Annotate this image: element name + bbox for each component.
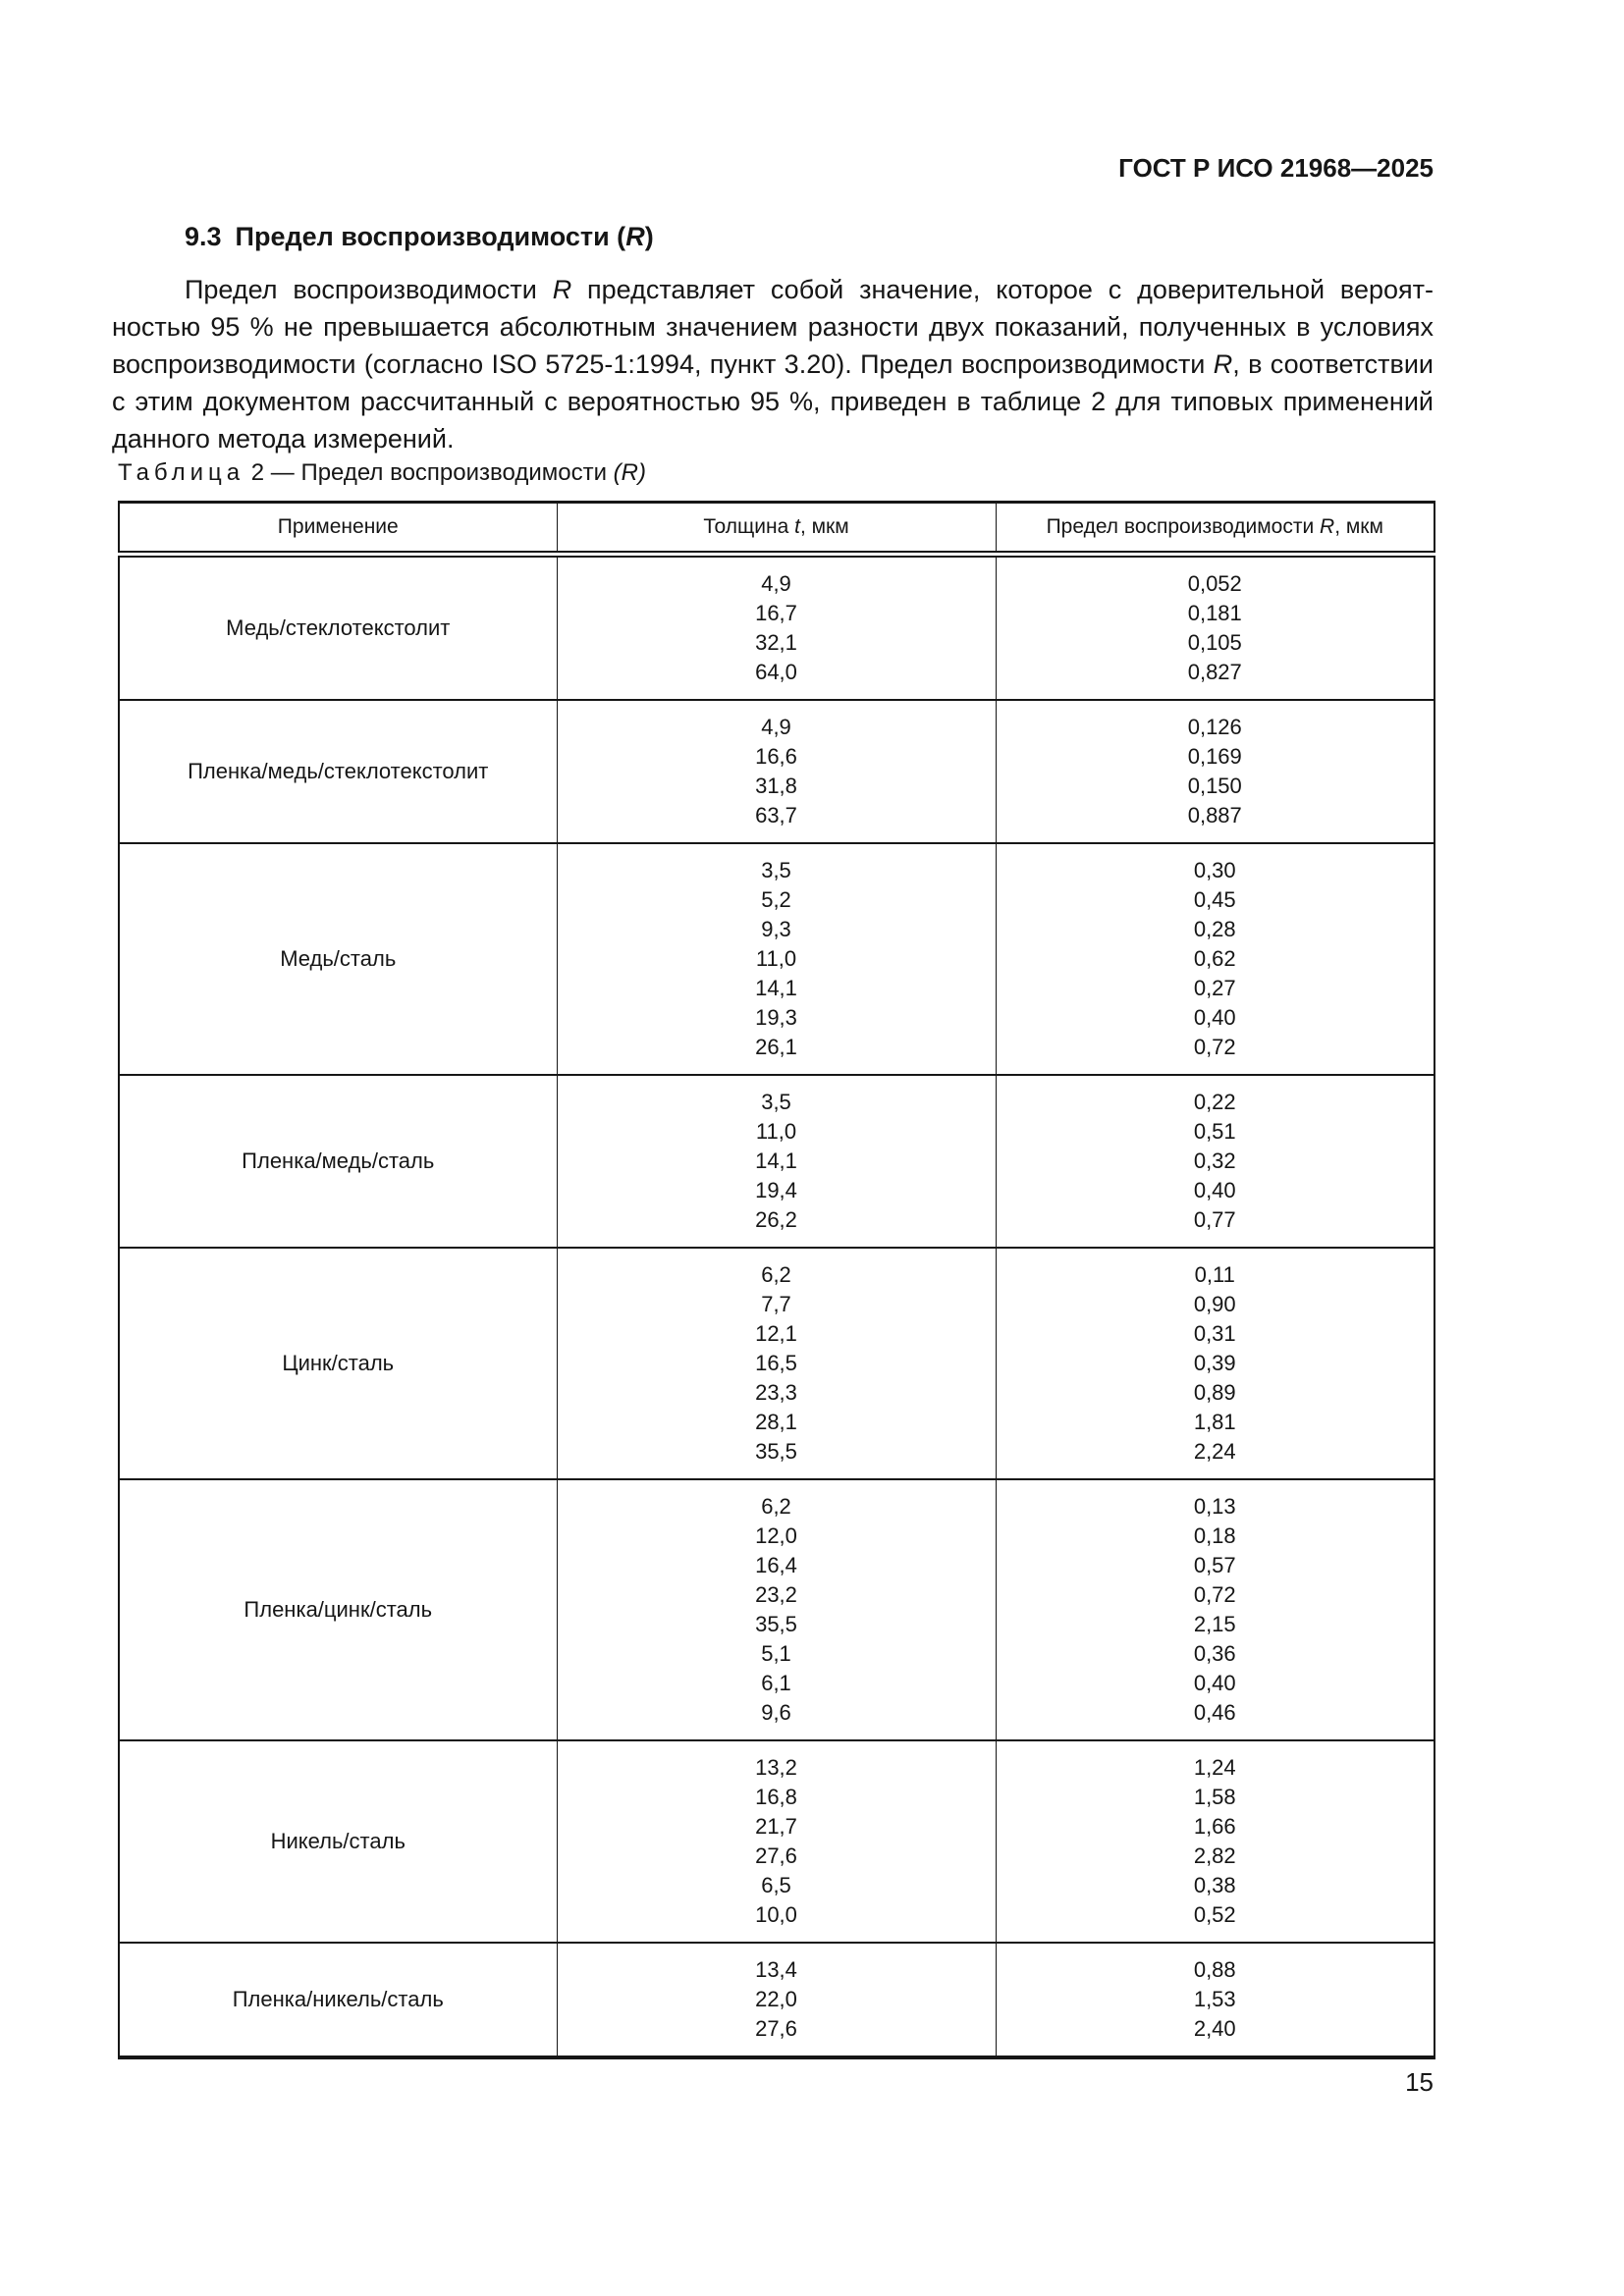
col-header-unit: , мкм (799, 515, 849, 538)
paragraph-text: , в соответствии с этим документом рассчитанный с вероятностью 95 %, приведен в таблице 2 для типовых применений данного метода измерений. (112, 349, 1435, 454)
symbol-r: R (552, 275, 572, 304)
value-line: 1,81 (1193, 1410, 1236, 1434)
value-line: 9,3 (761, 917, 791, 941)
value-line: 19,4 (755, 1178, 797, 1202)
table-caption-label: Таблица (118, 459, 245, 486)
value-line: 0,169 (1187, 744, 1242, 769)
table-caption-symbol: (R) (613, 459, 646, 486)
value-line: 14,1 (755, 1148, 797, 1173)
application-cell: Медь/стеклотекстолит (119, 555, 557, 701)
value-line: 23,2 (755, 1582, 797, 1607)
value-line: 32,1 (755, 630, 797, 655)
value-line: 0,89 (1193, 1380, 1236, 1405)
reproducibility-limit-table (118, 501, 1435, 2059)
application-cell: Пленка/медь/сталь (119, 1075, 557, 1248)
page-number: 15 (1405, 2067, 1434, 2097)
r-limit-cell (996, 1479, 1435, 1740)
value-line: 11,0 (755, 1119, 797, 1144)
table-body (119, 555, 1435, 2058)
value-line: 0,28 (1193, 917, 1236, 941)
r-limit-cell (996, 1248, 1435, 1479)
section-title-symbol: R (625, 222, 645, 251)
paragraph-text: представляет собой значение, которое с доверительной вероятностью 95 % не превышается абсолютным значением разности двух показаний, полученных в условиях воспроизводимости (согласно ISO 5725-1:1994, пункт 3.20). Предел воспроизводимости (112, 275, 1434, 379)
value-line: 0,13 (1193, 1494, 1236, 1519)
document-number-header: ГОСТ Р ИСО 21968—2025 (1118, 153, 1434, 183)
value-line: 4,9 (761, 715, 791, 739)
r-limit-cell (996, 1740, 1435, 1943)
value-line: 0,72 (1193, 1035, 1236, 1059)
value-line: 0,77 (1193, 1207, 1236, 1232)
value-line: 1,66 (1193, 1814, 1236, 1839)
application-cell: Цинк/сталь (119, 1248, 557, 1479)
paragraph-text: Предел воспроизводимости (185, 275, 553, 304)
col-header-text: Предел воспроизводимости (1046, 515, 1321, 538)
value-line: 1,24 (1193, 1755, 1236, 1780)
value-line: 0,052 (1187, 571, 1242, 596)
value-line: 0,40 (1193, 1005, 1236, 1030)
thickness-cell (557, 700, 996, 843)
application-cell: Пленка/медь/стеклотекстолит (119, 700, 557, 843)
value-line: 1,53 (1193, 1987, 1236, 2011)
section-heading (185, 222, 654, 252)
value-line: 28,1 (755, 1410, 797, 1434)
table-group-row (119, 1248, 1435, 1479)
value-line: 0,38 (1193, 1873, 1236, 1897)
value-line: 0,88 (1193, 1957, 1236, 1982)
thickness-cell (557, 1075, 996, 1248)
value-line: 5,1 (761, 1641, 791, 1666)
value-line: 0,57 (1193, 1553, 1236, 1577)
body-paragraph (112, 271, 1434, 457)
value-line: 3,5 (761, 1090, 791, 1114)
col-header-thickness (557, 503, 996, 555)
value-line: 0,30 (1193, 858, 1236, 882)
thickness-cell (557, 1740, 996, 1943)
section-title-text: Предел воспроизводимости ( (235, 222, 626, 251)
value-line: 0,27 (1193, 976, 1236, 1000)
value-line: 0,62 (1193, 946, 1236, 971)
value-line: 4,9 (761, 571, 791, 596)
table-caption-text: 2 — Предел воспроизводимости (244, 459, 614, 486)
value-line: 10,0 (755, 1902, 797, 1927)
table-group-row (119, 843, 1435, 1075)
value-line: 0,11 (1194, 1262, 1235, 1287)
value-line: 13,4 (755, 1957, 797, 1982)
table-group-row (119, 555, 1435, 701)
value-line: 2,82 (1193, 1843, 1236, 1868)
value-line: 0,36 (1193, 1641, 1236, 1666)
value-line: 0,827 (1187, 660, 1242, 684)
value-line: 23,3 (755, 1380, 797, 1405)
thickness-cell (557, 1479, 996, 1740)
value-line: 16,6 (755, 744, 797, 769)
value-line: 27,6 (755, 1843, 797, 1868)
col-header-application: Применение (119, 503, 557, 555)
value-line: 26,2 (755, 1207, 797, 1232)
value-line: 0,150 (1187, 774, 1242, 798)
value-line: 0,18 (1193, 1523, 1236, 1548)
value-line: 6,2 (761, 1262, 791, 1287)
value-line: 16,8 (755, 1785, 797, 1809)
table-group-row (119, 1740, 1435, 1943)
value-line: 2,15 (1193, 1612, 1236, 1636)
value-line: 21,7 (755, 1814, 797, 1839)
value-line: 2,24 (1193, 1439, 1236, 1464)
value-line: 0,22 (1193, 1090, 1236, 1114)
table-group-row (119, 1479, 1435, 1740)
value-line: 9,6 (761, 1700, 791, 1725)
table-group-row (119, 1943, 1435, 2057)
value-line: 14,1 (755, 976, 797, 1000)
r-limit-cell (996, 1943, 1435, 2057)
value-line: 11,0 (755, 946, 797, 971)
value-line: 63,7 (755, 803, 797, 828)
value-line: 16,4 (755, 1553, 797, 1577)
value-line: 31,8 (755, 774, 797, 798)
r-limit-cell (996, 700, 1435, 843)
value-line: 0,40 (1193, 1178, 1236, 1202)
value-line: 12,0 (755, 1523, 797, 1548)
value-line: 6,2 (761, 1494, 791, 1519)
value-line: 2,40 (1193, 2016, 1236, 2041)
symbol-r: R (1320, 515, 1335, 538)
value-line: 6,1 (761, 1671, 791, 1695)
value-line: 3,5 (761, 858, 791, 882)
thickness-cell (557, 555, 996, 701)
value-line: 0,181 (1187, 601, 1242, 625)
col-header-text: Толщина (703, 515, 795, 538)
value-line: 35,5 (755, 1612, 797, 1636)
value-line: 13,2 (755, 1755, 797, 1780)
value-line: 0,90 (1193, 1292, 1236, 1316)
value-line: 0,32 (1193, 1148, 1236, 1173)
value-line: 26,1 (755, 1035, 797, 1059)
value-line: 0,887 (1187, 803, 1242, 828)
value-line: 7,7 (761, 1292, 791, 1316)
application-cell: Медь/сталь (119, 843, 557, 1075)
symbol-t: t (794, 515, 800, 538)
value-line: 5,2 (761, 887, 791, 912)
col-header-r-limit (996, 503, 1435, 555)
value-line: 35,5 (755, 1439, 797, 1464)
table-group-row (119, 1075, 1435, 1248)
r-limit-cell (996, 555, 1435, 701)
r-limit-cell (996, 843, 1435, 1075)
value-line: 0,126 (1187, 715, 1242, 739)
value-line: 0,51 (1193, 1119, 1236, 1144)
thickness-cell (557, 1943, 996, 2057)
value-line: 16,7 (755, 601, 797, 625)
table-caption (118, 459, 646, 487)
value-line: 1,58 (1193, 1785, 1236, 1809)
value-line: 0,105 (1187, 630, 1242, 655)
value-line: 0,31 (1193, 1321, 1236, 1346)
application-cell: Пленка/никель/сталь (119, 1943, 557, 2057)
symbol-r: R (1213, 349, 1233, 379)
col-header-unit: , мкм (1334, 515, 1383, 538)
value-line: 0,52 (1193, 1902, 1236, 1927)
r-limit-cell (996, 1075, 1435, 1248)
table-group-row (119, 700, 1435, 843)
thickness-cell (557, 843, 996, 1075)
section-number: 9.3 (185, 222, 222, 251)
value-line: 27,6 (755, 2016, 797, 2041)
value-line: 0,72 (1193, 1582, 1236, 1607)
value-line: 12,1 (755, 1321, 797, 1346)
value-line: 6,5 (761, 1873, 791, 1897)
value-line: 19,3 (755, 1005, 797, 1030)
thickness-cell (557, 1248, 996, 1479)
value-line: 16,5 (755, 1351, 797, 1375)
value-line: 64,0 (755, 660, 797, 684)
value-line: 0,39 (1193, 1351, 1236, 1375)
value-line: 22,0 (755, 1987, 797, 2011)
value-line: 0,45 (1193, 887, 1236, 912)
application-cell: Никель/сталь (119, 1740, 557, 1943)
value-line: 0,40 (1193, 1671, 1236, 1695)
value-line: 0,46 (1193, 1700, 1236, 1725)
section-title-close: ) (644, 222, 654, 251)
table-header-row (119, 503, 1435, 555)
application-cell: Пленка/цинк/сталь (119, 1479, 557, 1740)
